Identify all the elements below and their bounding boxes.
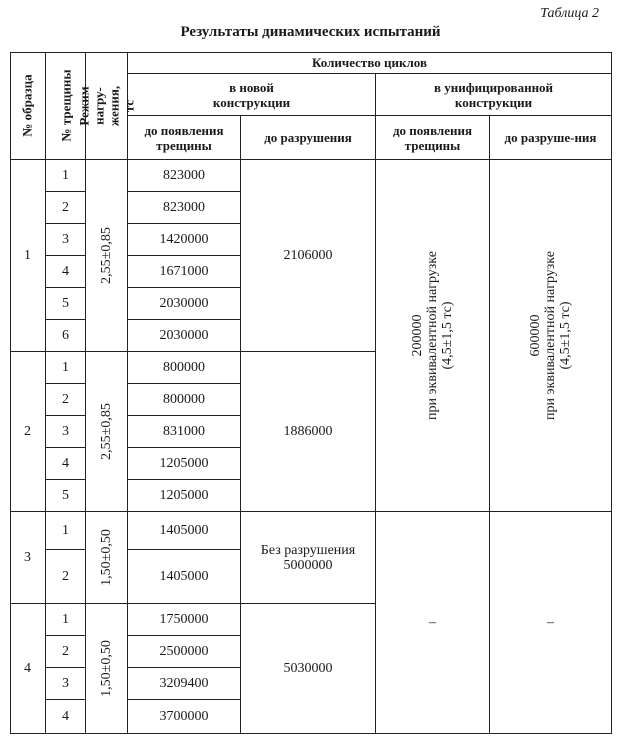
unified-failure-value: 600000 при эквивалентной нагрузке (4,5±1,5 тс) xyxy=(490,160,612,512)
crack-cycles: 1671000 xyxy=(128,256,241,288)
header-load-mode: Режим нагру-жения, тс xyxy=(86,52,128,160)
table-title: Результаты динамических испытаний xyxy=(180,24,441,40)
crack-no: 1 xyxy=(46,160,86,192)
header-to-failure-unified: до разруше-ния xyxy=(490,116,612,160)
crack-no: 1 xyxy=(46,352,86,384)
unified-failure-dash: – xyxy=(490,512,612,734)
crack-cycles: 2500000 xyxy=(128,636,241,668)
header-to-crack-unified: до появления трещины xyxy=(376,116,490,160)
crack-cycles: 1405000 xyxy=(128,512,241,550)
header-unified-design: в унифицированной конструкции xyxy=(376,74,612,116)
header-cycles: Количество циклов xyxy=(128,52,612,74)
unified-crack-value: 200000 при эквивалентной нагрузке (4,5±1,5 тс) xyxy=(376,160,490,512)
header-to-failure: до разрушения xyxy=(241,116,376,160)
table-caption: Таблица 2 xyxy=(540,6,599,21)
sample-no: 4 xyxy=(10,604,46,734)
load-mode: 1,50±0,50 xyxy=(86,512,128,604)
failure-cycles: 5030000 xyxy=(241,604,376,734)
crack-no: 2 xyxy=(46,636,86,668)
crack-no: 3 xyxy=(46,224,86,256)
crack-no: 1 xyxy=(46,512,86,550)
crack-cycles: 2030000 xyxy=(128,288,241,320)
crack-cycles: 3209400 xyxy=(128,668,241,700)
sample-no: 2 xyxy=(10,352,46,512)
results-table xyxy=(10,52,612,734)
failure-cycles: Без разрушения 5000000 xyxy=(241,512,376,604)
crack-no: 4 xyxy=(46,700,86,734)
crack-cycles: 1405000 xyxy=(128,550,241,604)
crack-cycles: 1420000 xyxy=(128,224,241,256)
crack-cycles: 1750000 xyxy=(128,604,241,636)
failure-cycles: 2106000 xyxy=(241,160,376,352)
crack-cycles: 800000 xyxy=(128,352,241,384)
load-mode: 1,50±0,50 xyxy=(86,604,128,734)
header-new-design: в новой конструкции xyxy=(128,74,376,116)
header-to-crack: до появления трещины xyxy=(128,116,241,160)
crack-no: 2 xyxy=(46,192,86,224)
crack-cycles: 823000 xyxy=(128,192,241,224)
crack-no: 5 xyxy=(46,288,86,320)
crack-no: 4 xyxy=(46,256,86,288)
load-mode: 2,55±0,85 xyxy=(86,352,128,512)
crack-cycles: 823000 xyxy=(128,160,241,192)
crack-cycles: 831000 xyxy=(128,416,241,448)
header-sample-no: № образца xyxy=(10,52,46,160)
crack-no: 6 xyxy=(46,320,86,352)
unified-crack-dash: – xyxy=(376,512,490,734)
crack-cycles: 1205000 xyxy=(128,448,241,480)
crack-no: 3 xyxy=(46,416,86,448)
crack-no: 3 xyxy=(46,668,86,700)
load-mode: 2,55±0,85 xyxy=(86,160,128,352)
crack-cycles: 2030000 xyxy=(128,320,241,352)
crack-cycles: 3700000 xyxy=(128,700,241,734)
failure-cycles: 1886000 xyxy=(241,352,376,512)
crack-no: 2 xyxy=(46,550,86,604)
crack-no: 5 xyxy=(46,480,86,512)
sample-no: 1 xyxy=(10,160,46,352)
crack-no: 2 xyxy=(46,384,86,416)
crack-no: 4 xyxy=(46,448,86,480)
crack-cycles: 1205000 xyxy=(128,480,241,512)
crack-cycles: 800000 xyxy=(128,384,241,416)
sample-no: 3 xyxy=(10,512,46,604)
crack-no: 1 xyxy=(46,604,86,636)
header-crack-no: № трещины xyxy=(46,52,86,160)
